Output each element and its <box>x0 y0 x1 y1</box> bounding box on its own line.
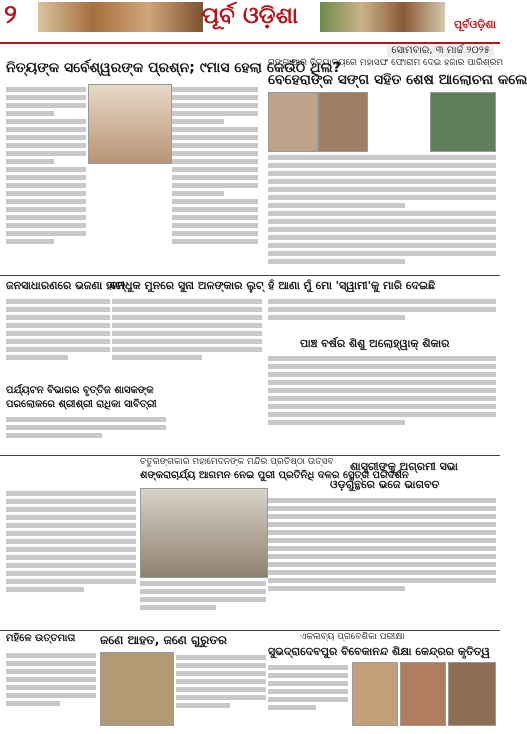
photo-lead <box>88 84 172 164</box>
photo-story-13b <box>400 662 446 726</box>
kicker-story-13: ଏକଲବ୍ୟ ପ୍ରବେଶିକା ପରୀକ୍ଷା <box>300 632 405 642</box>
divider-lower <box>0 630 500 631</box>
photo-story-13c <box>448 662 496 726</box>
headline-story-8: ଶଙ୍କରାଚାର୍ଯ୍ୟ ଆଗମନ ନେଇ ପୁରୀ ପ୍ରତିନିଧି ଦଳର ସ୍ଥେତ୍ର ପରିଦର୍ଶନ <box>140 470 409 481</box>
issue-date: ସୋମବାର, ୩ ମାର୍ଚ୍ଚ ୨୦୨୫ <box>387 44 494 57</box>
photo-story-12 <box>100 652 174 726</box>
kicker-story-1: ଗଙ୍ଗାପାର ବିଦ୍ୟାଳୟରେ ମହାସଙ୍ଘ ଫୋରାମ ଦେଇ ହଜାର ପାରିଶ୍ରମ <box>268 58 504 68</box>
story-2-text <box>6 296 110 381</box>
story-8-text-2 <box>140 578 266 628</box>
story-6-text <box>6 414 166 454</box>
story-11-text <box>6 650 96 730</box>
photo-story-13a <box>352 662 398 726</box>
story-3-text <box>112 296 262 381</box>
photo-story-8 <box>140 488 268 578</box>
headline-story-13: ସୁଭଦ୍ରାଦେବପୁର ବିବେକାନନ୍ଦ ଶିକ୍ଷା କେନ୍ଦ୍ରର କୃତିତ୍ୱ <box>268 645 490 658</box>
headline-lead: ନିତ୍ୟଙ୍କ ସର୍ବେଶ୍ୱରଙ୍କ ପ୍ରଶ୍ନ; ୯ମାସ ହେଲା କେଉଁଠି ଥିଲ? <box>6 60 341 76</box>
headline-story-6: ପର୍ଯ୍ୟଟନ ବିଭାଗର ବୃତ୍ତିଜ ଶାସକଙ୍କ <box>6 385 154 396</box>
story-lead-text <box>6 84 86 274</box>
story-10-text <box>268 495 496 625</box>
kicker-story-8: ଚତୁରଙ୍ଗକାର ମହାମେଦନଙ୍କ ମନ୍ଦିର ପ୍ରତିଷ୍ଠା ଉତ୍ସବ <box>140 457 334 467</box>
story-13-text <box>268 662 348 728</box>
headline-story-4: ହଁ ଆଣା ମୁଁ ମୋ 'ସ୍ୱାମୀ'କୁ ମାରି ଦେଇଛି <box>268 279 436 292</box>
story-lead-text-2 <box>172 84 258 274</box>
headline-story-5: ପାଞ୍ଚ ବର୍ଷର ଶିଶୁ ଅଲୋହ୍ୱାକ୍ ଶିକାର <box>300 337 450 350</box>
story-1-text <box>268 152 496 272</box>
headline-story-3: ବନ୍ଧୁକ ମୁନରେ ସୁନା ଅଳଙ୍କାର ଲୁଟ୍ <box>110 279 264 292</box>
divider-middle <box>0 455 500 456</box>
story-5-text <box>268 353 496 453</box>
headline-story-1: ବେହେରାଙ୍କ ସଙ୍ଗ ସହିତ ଶେଷ ଆଲୋଚନା କଲେ <box>268 72 527 88</box>
photo-story-1 <box>268 92 318 152</box>
headline-story-10: ଓଡ଼ଗୁନ୍ଥରେ ଭଜେ ଭାଗବତ <box>330 478 440 491</box>
photo-story-1c <box>430 92 496 152</box>
story-8-text <box>6 488 136 628</box>
paper-brand: ପୂର୍ବଓଡ଼ିଶା <box>453 18 496 31</box>
headline-story-11: ମହିଳେ ଉତ୍ତମାତା <box>6 633 76 644</box>
masthead-banner-right <box>320 2 445 32</box>
page-number: ୨ <box>4 0 17 30</box>
paper-title: ପୂର୍ବ ଓଡ଼ିଶା <box>201 2 299 29</box>
story-4-text <box>268 296 496 334</box>
headline-story-7: ପରଲୋକରେ ଶ୍ରୀଶ୍ରୀ ରାଧିକା ସାବିତ୍ରୀ <box>6 399 157 410</box>
headline-story-9: ଶାସ୍ତ୍ରୀଙ୍କୁ ଅଗ୍ରମୀ ସଭା <box>350 460 458 473</box>
masthead <box>0 0 500 44</box>
headline-story-12: ଜଣେ ଆହତ, ଜଣେ ଗୁରୁତର <box>100 633 227 647</box>
headline-story-2: ଜନସାଧାରଣରେ ଭଜଣା ହାଟୀ <box>6 279 126 292</box>
photo-story-1b <box>318 92 368 152</box>
story-12-text <box>176 652 266 730</box>
divider-top <box>0 275 500 276</box>
